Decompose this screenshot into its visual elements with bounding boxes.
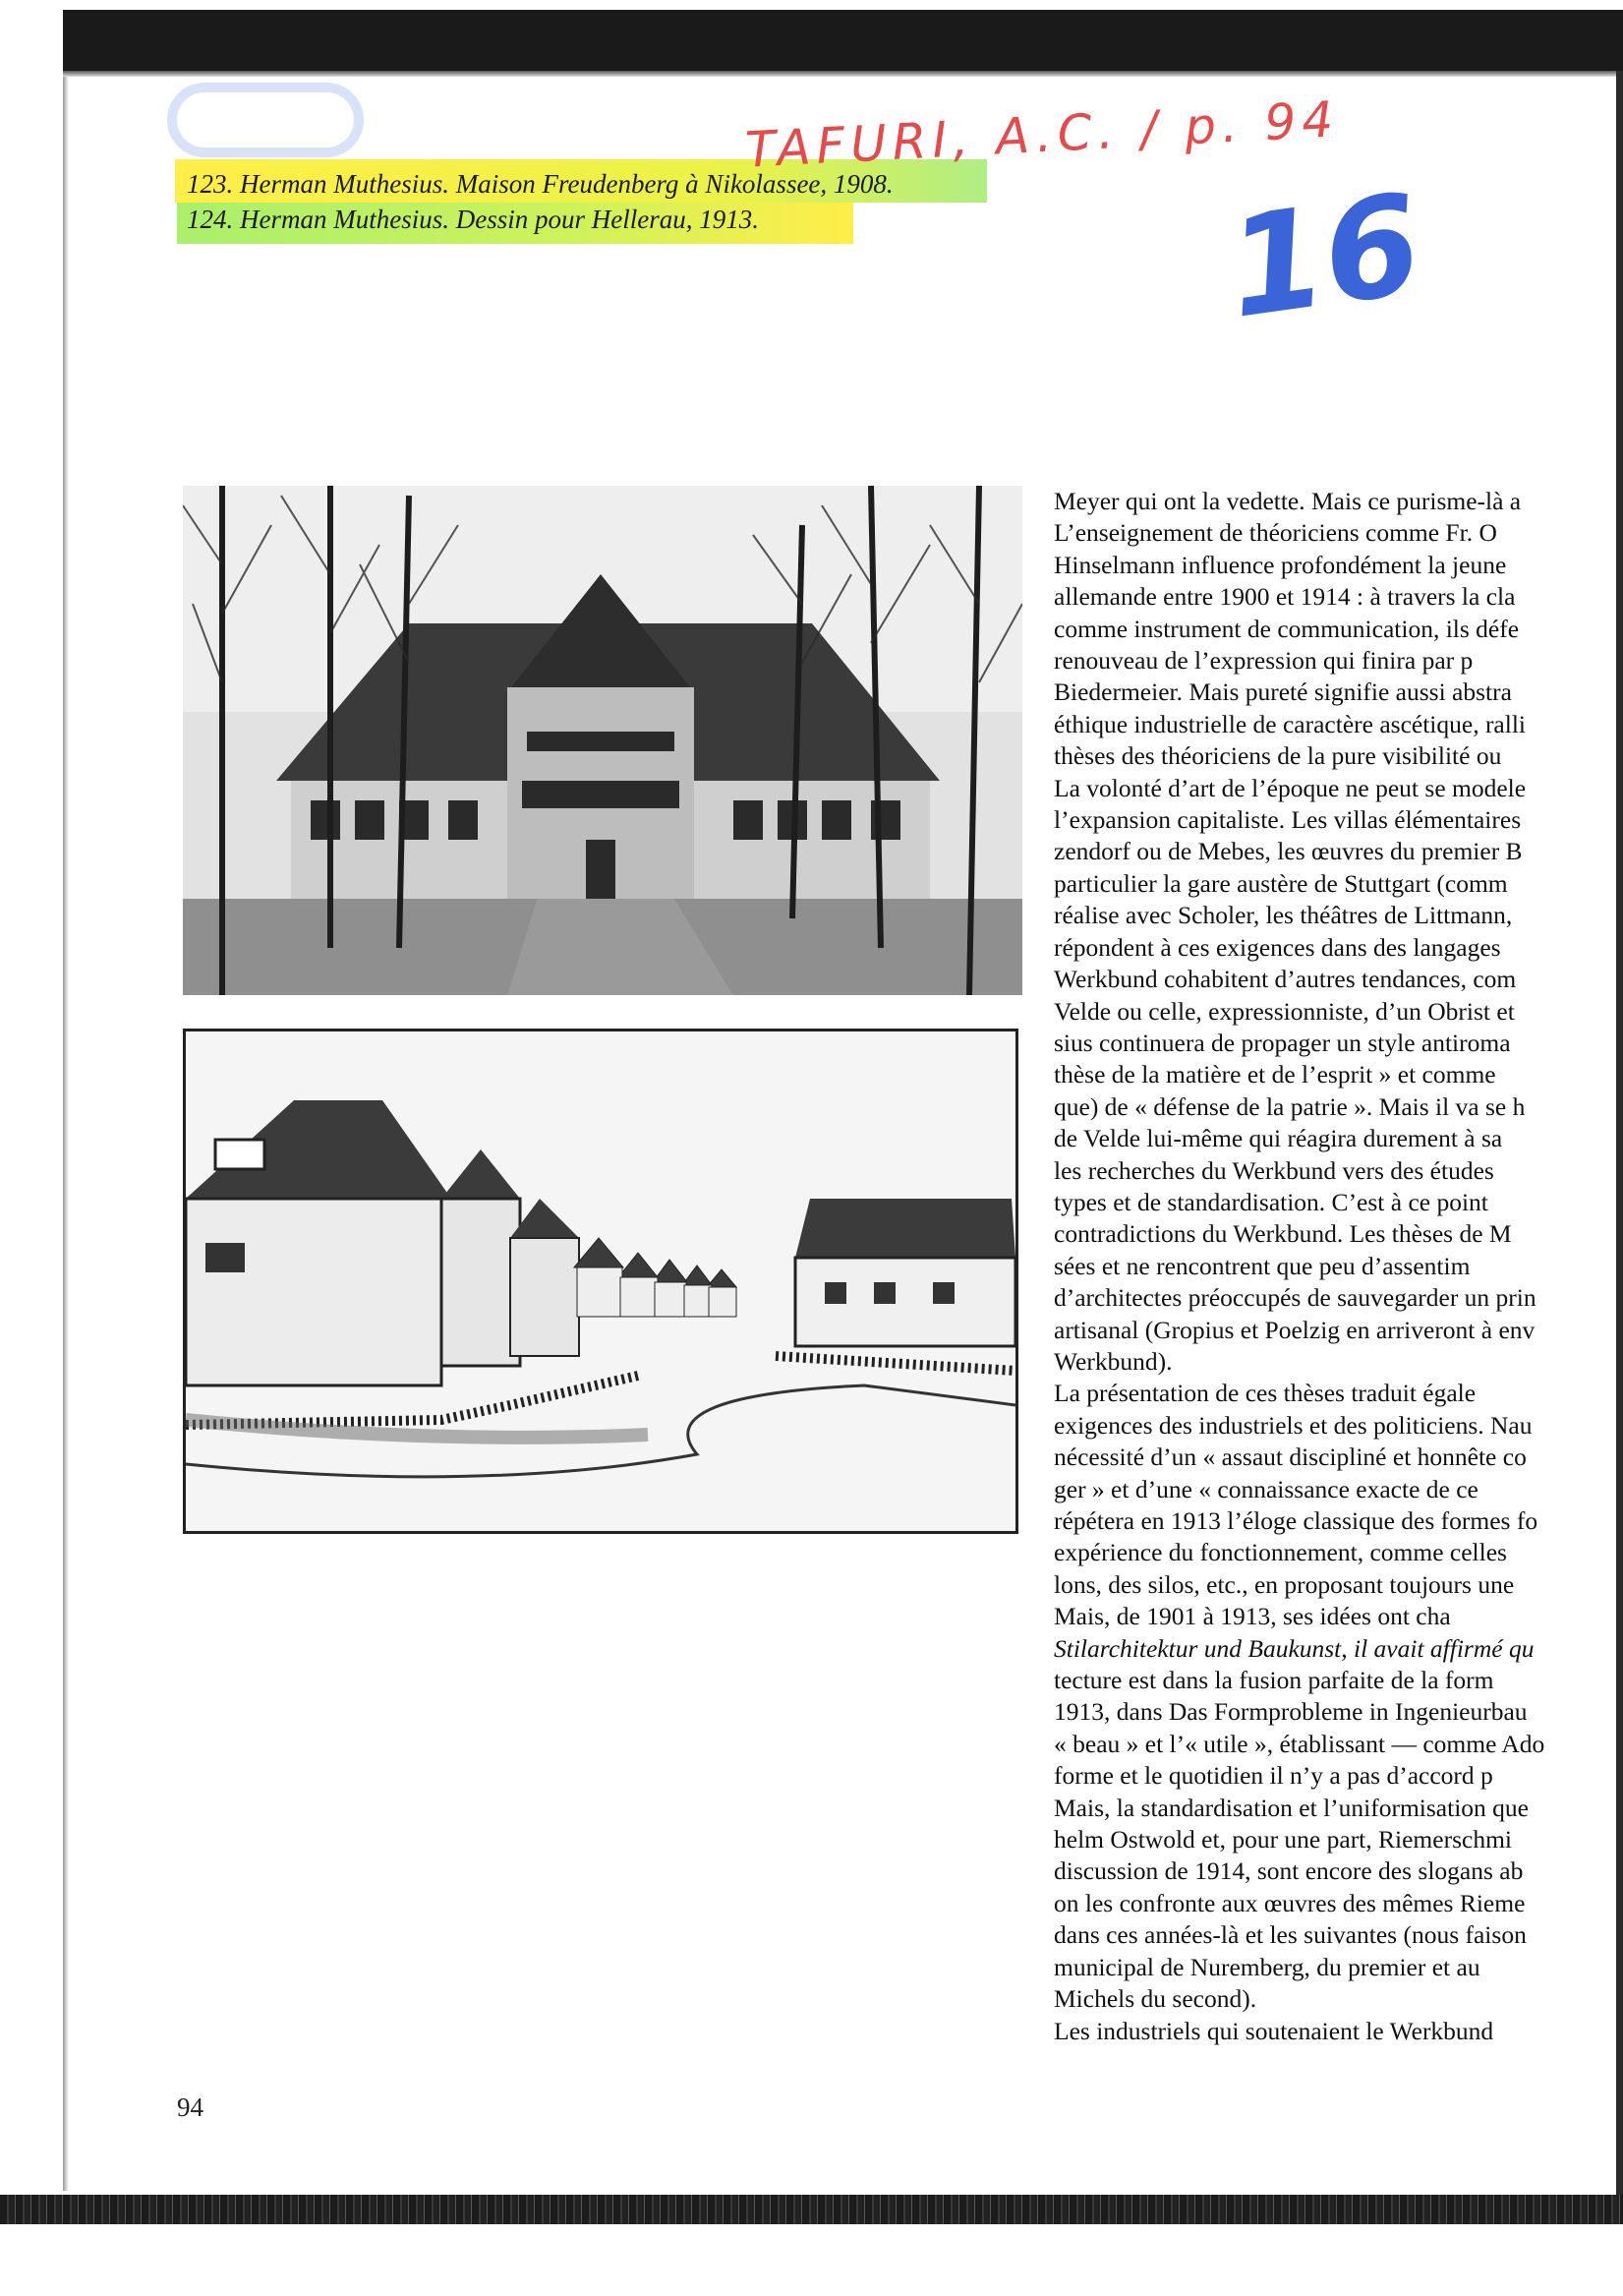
text-line: helm Ostwold et, pour une part, Riemerschmi [1054,1825,1512,1854]
text-line: types et de standardisation. C’est à ce point [1054,1187,1488,1216]
text-line: forme et le quotidien il n’y a pas d’accord p [1054,1761,1493,1791]
text-line: lons, des silos, etc., en proposant toujours une [1054,1569,1515,1599]
text-line: Mais, de 1901 à 1913, ses idées ont cha [1054,1602,1451,1631]
handwritten-page-mark: 16 [1218,164,1431,350]
text-line: L’enseignement de théoriciens comme Fr. O [1054,518,1497,548]
text-line: l’expansion capitaliste. Les villas élémentaires [1054,805,1522,835]
text-line: expérience du fonctionnement, comme celles [1054,1538,1507,1567]
text-line: La présentation de ces thèses traduit égale [1054,1379,1477,1408]
text-line: nécessité d’un « assaut discipliné et honnête co [1054,1442,1527,1472]
scan-top-edge [63,71,1623,77]
text-line: zendorf ou de Mebes, les œuvres du premier B [1054,837,1523,866]
text-line: répondent à ces exigences dans des langages [1054,932,1501,962]
page-number: 94 [177,2092,203,2122]
text-line: La volonté d’art de l’époque ne peut se modele [1054,773,1527,802]
text-line: Biedermeier. Mais pureté signifie aussi abstra [1054,677,1512,707]
text-line: de Velde lui-même qui réagira durement à sa [1054,1124,1503,1153]
body-text-column [1054,486,1623,2047]
text-line: Werkbund). [1054,1346,1173,1376]
text-line: renouveau de l’expression qui finira par p [1054,646,1474,676]
drawing-hellerau [183,1029,1018,1534]
text-line: répétera en 1913 l’éloge classique des formes fo [1054,1506,1538,1535]
text-line: tecture est dans la fusion parfaite de la form [1054,1666,1494,1695]
hellerau-drawing-illustration [186,1031,1015,1531]
text-line: « beau » et l’« utile », établissant — comme Ado [1054,1729,1545,1758]
text-line: sées et ne rencontrent que peu d’assentim [1054,1251,1471,1280]
text-line: que) de « défense de la patrie ». Mais il va se h [1054,1091,1526,1121]
text-line: Les industriels qui soutenaient le Werkbund [1054,2016,1494,2045]
scan-bottom-border [0,2195,1623,2224]
text-line: ger » et d’une « connaissance exacte de ce [1054,1474,1478,1503]
text-line: Velde ou celle, expressionniste, d’un Obrist et [1054,996,1515,1026]
text-line: on les confronte aux œuvres des mêmes Rieme [1054,1888,1526,1917]
scan-top-border [63,10,1623,71]
text-line: 1913, dans Das Formprobleme in Ingenieurbau [1054,1697,1528,1727]
text-line: les recherches du Werkbund vers des études [1054,1155,1494,1185]
scan-left-edge [63,77,69,2191]
text-line: Stilarchitektur und Baukunst, il avait affirmé qu [1054,1633,1535,1663]
text-line: Mais, la standardisation et l’uniformisation que [1054,1793,1529,1822]
text-line: thèse de la matière et de l’esprit » et comme [1054,1060,1496,1089]
text-line: allemande entre 1900 et 1914 : à travers la cla [1054,582,1516,612]
text-line: municipal de Nuremberg, du premier et au [1054,1952,1480,1981]
text-line: contradictions du Werkbund. Les thèses de M [1054,1219,1512,1249]
handwritten-reference: TAFURI, A.C. / p. 94 [743,90,1341,179]
text-line: dans ces années-là et les suivantes (nous faison [1054,1920,1527,1950]
text-line: Werkbund cohabitent d’autres tendances, com [1054,965,1517,994]
text-line: exigences des industriels et des politiciens. Nau [1054,1410,1533,1440]
photo-maison-freudenberg [183,486,1022,995]
text-line: Hinselmann influence profondément la jeune [1054,550,1507,579]
figure-caption-124: 124. Herman Muthesius. Dessin pour Hellerau, 1913. [187,205,759,234]
text-line: Michels du second). [1054,1984,1257,2014]
text-line: Meyer qui ont la vedette. Mais ce purisme-là a [1054,487,1522,515]
faint-blue-pen-mark [167,83,364,157]
figure-caption-123: 123. Herman Muthesius. Maison Freudenberg à Nikolassee, 1908. [187,169,894,199]
text-line: éthique industrielle de caractère ascétique, ralli [1054,709,1527,738]
text-line: artisanal (Gropius et Poelzig en arriveront à env [1054,1315,1536,1344]
text-line: d’architectes préoccupés de sauvegarder un prin [1054,1283,1536,1313]
house-photo-illustration [183,486,1022,995]
text-line: comme instrument de communication, ils défe [1054,614,1520,643]
text-line: thèses des théoriciens de la pure visibilité ou [1054,741,1502,771]
text-line: sius continuera de propager un style antiroma [1054,1028,1511,1057]
text-line: discussion de 1914, sont encore des slogans ab [1054,1856,1524,1886]
text-line: particulier la gare austère de Stuttgart (comm [1054,868,1508,898]
text-line: réalise avec Scholer, les théâtres de Littmann, [1054,901,1513,930]
